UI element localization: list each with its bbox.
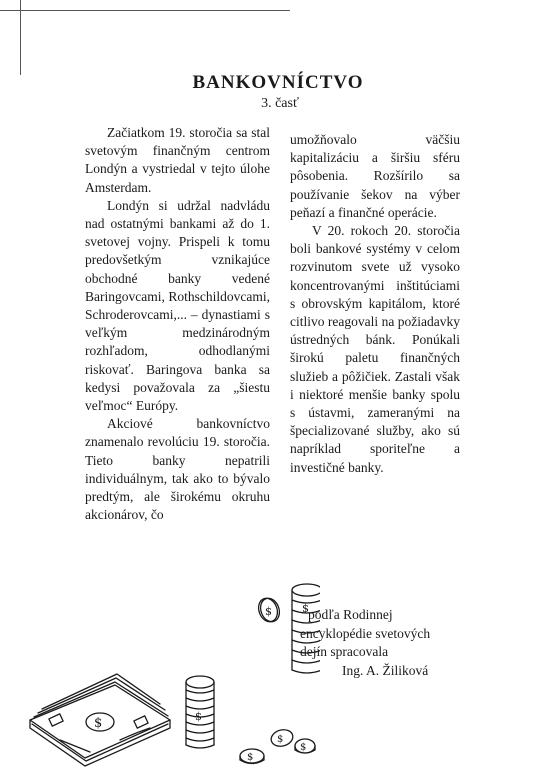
svg-text:$: $ <box>195 710 202 723</box>
left-paragraph-3: Akciové bankovníctvo znamenalo revolúciu 19. storočia. Tieto banky nepatrili individuálnym, tak ako to bývalo predtým, ale širokému okruhu akcionárov, čo <box>85 416 270 523</box>
credit-line-1: podľa Rodinnej <box>308 607 393 622</box>
svg-text:$: $ <box>94 716 103 731</box>
article-subtitle: 3. časť <box>261 96 299 111</box>
banknote-stack-icon <box>30 674 170 766</box>
svg-text:$: $ <box>300 742 307 753</box>
svg-text:$: $ <box>302 602 309 615</box>
left-paragraph-2: Londýn si udržal nadvládu nad ostatnými bankami až do 1. svetovej vojny. Prispeli k tomu predovšetkým vznikajúce obchodné banky vedené Baringovcami, Rothschildovcami, Schroderovcami,... – dynastiami s veľkým medzinárodným rozhľadom, odhodlanými riskovať. Baringova banka sa kedysi považovala za „šiestu veľmoc“ Európy. <box>85 197 270 414</box>
left-column <box>85 124 270 524</box>
coin-stack-icon <box>292 584 320 673</box>
article-title: BANKOVNÍCTVO <box>192 72 364 93</box>
credit-line-2: encyklopédie svetových <box>300 625 431 641</box>
coin-icon <box>240 749 264 764</box>
right-paragraph-1: umožňovalo väčšiu kapitalizáciu a širšiu sféru pôsobenia. Rozšírilo sa používanie šekov na výber peňazí a finančné operácie. <box>290 132 460 220</box>
credit-author: Ing. A. Žiliková <box>342 662 429 678</box>
right-paragraph-2: V 20. rokoch 20. storočia boli bankové systémy v celom rozvinutom svete už vysoko koncentrovanými inštitúciami s obrovským kapitálom, ktoré citlivo reagovali na požiadavky ústredných bánk. Ponúkali širokú paletu finančných služieb a pôžičiek. Zastali však i niektoré menšie banky spolu s ústavmi, zameranými na špecializované služby, ako sú napríklad sporiteľne a investičné banky. <box>290 223 460 475</box>
money-illustration <box>20 570 320 770</box>
corner-rule-horizontal <box>0 10 290 11</box>
svg-text:$: $ <box>277 734 284 745</box>
coin-icon <box>269 727 294 748</box>
coin-icon <box>255 596 282 625</box>
corner-rule-vertical <box>20 0 21 75</box>
left-paragraph-1: Začiatkom 19. storočia sa stal svetovým finančným centrom Londýn a vystriedal v tejto úlohe Amsterdam. <box>85 125 270 195</box>
svg-text:$: $ <box>265 605 272 618</box>
coin-icon <box>295 739 315 753</box>
svg-text:$: $ <box>247 752 254 763</box>
source-credit <box>300 606 450 680</box>
coin-stack-icon <box>186 676 214 748</box>
credit-line-3: dejín spracovala <box>300 644 389 659</box>
right-column <box>290 131 460 477</box>
